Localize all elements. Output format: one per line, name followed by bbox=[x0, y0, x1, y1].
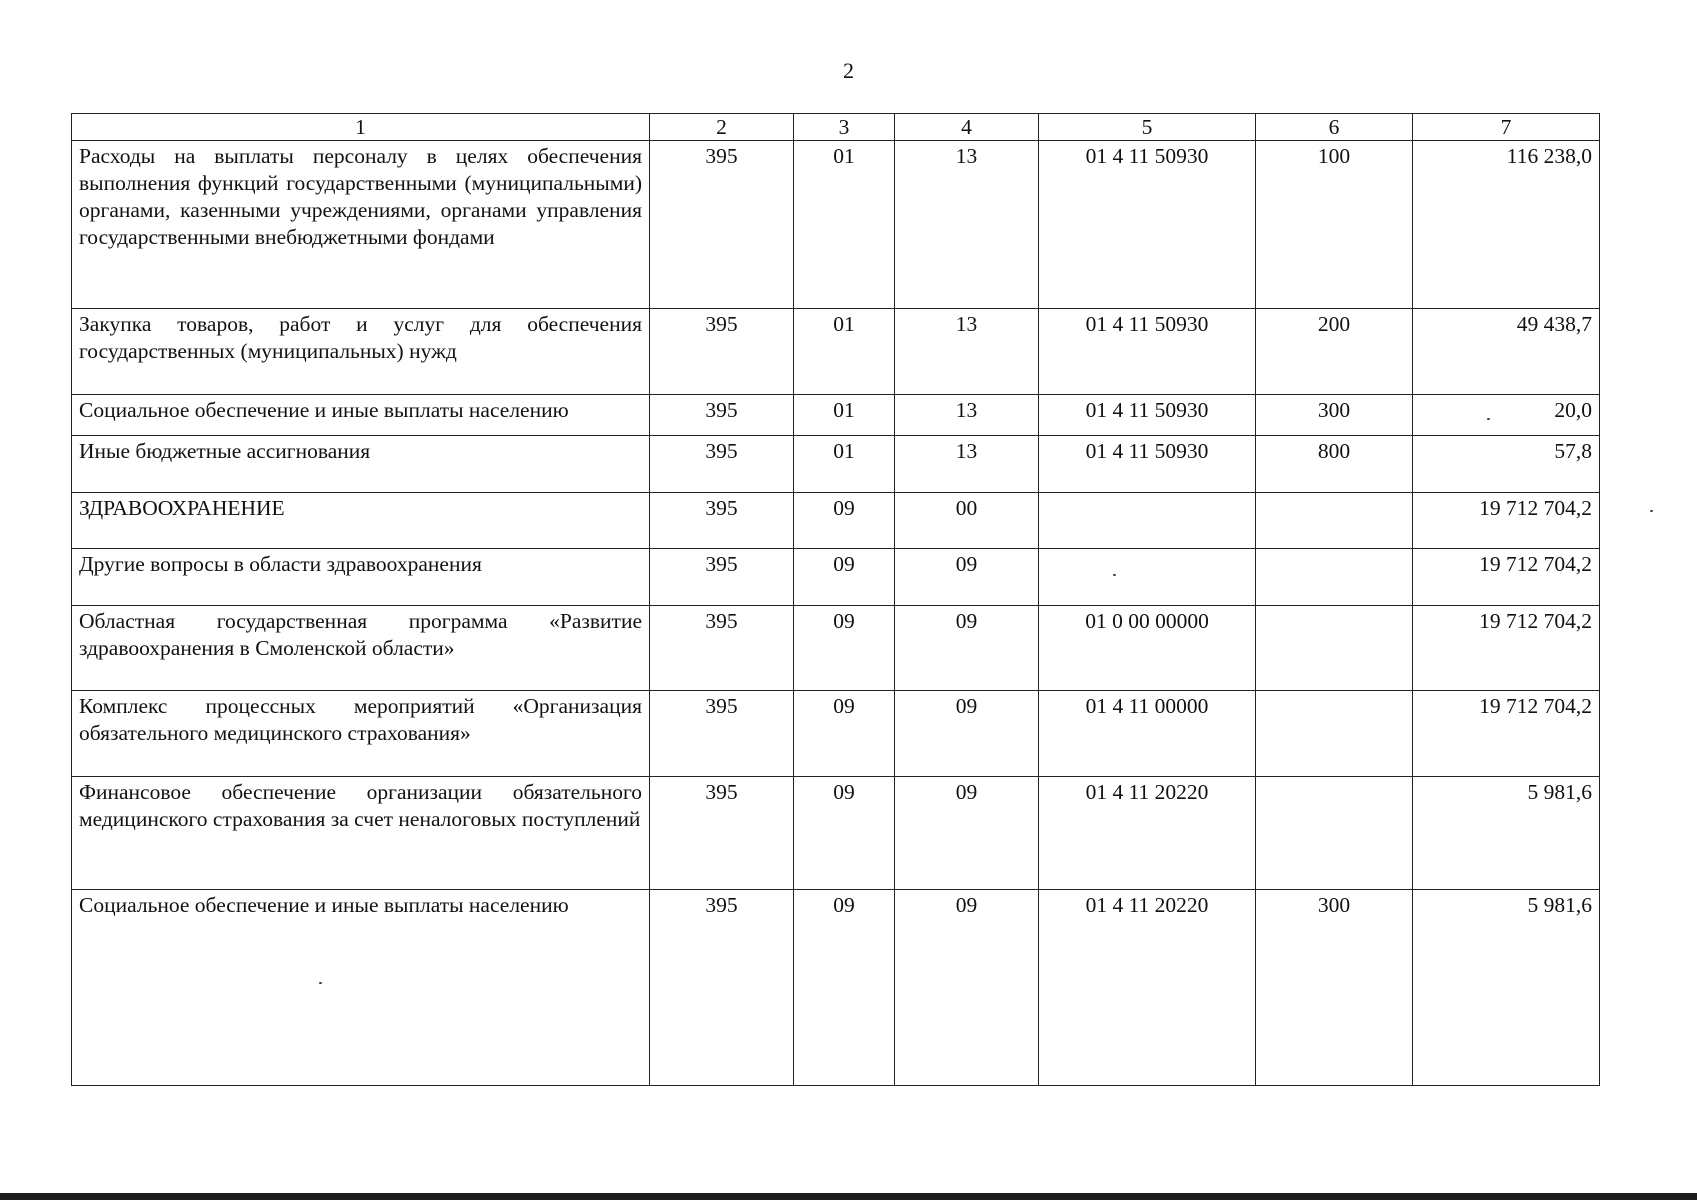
cell-target-article: 01 4 11 50930 bbox=[1039, 436, 1256, 493]
cell-section: 09 bbox=[794, 549, 895, 606]
table-row bbox=[72, 395, 1600, 436]
cell-amount: 57,8 bbox=[1413, 436, 1600, 493]
cell-target-article bbox=[1039, 549, 1256, 606]
cell-subsection: 09 bbox=[895, 777, 1039, 890]
cell-ministry: 395 bbox=[650, 436, 794, 493]
cell-ministry: 395 bbox=[650, 493, 794, 549]
cell-expense-type bbox=[1256, 493, 1413, 549]
cell-ministry: 395 bbox=[650, 890, 794, 1086]
cell-expense-type: 300 bbox=[1256, 890, 1413, 1086]
table-row bbox=[72, 436, 1600, 493]
cell-target-article: 01 4 11 50930 bbox=[1039, 309, 1256, 395]
cell-section: 01 bbox=[794, 141, 895, 309]
cell-expense-type: 200 bbox=[1256, 309, 1413, 395]
cell-subsection: 09 bbox=[895, 549, 1039, 606]
row-name: Социальное обеспечение и иные выплаты населению bbox=[72, 890, 650, 1086]
cell-section: 09 bbox=[794, 890, 895, 1086]
cell-ministry: 395 bbox=[650, 549, 794, 606]
cell-ministry: 395 bbox=[650, 395, 794, 436]
table-row bbox=[72, 777, 1600, 890]
cell-amount: 19 712 704,2 bbox=[1413, 691, 1600, 777]
cell-expense-type bbox=[1256, 691, 1413, 777]
budget-table bbox=[71, 113, 1600, 1086]
table-row bbox=[72, 691, 1600, 777]
cell-subsection: 13 bbox=[895, 436, 1039, 493]
cell-section: 09 bbox=[794, 777, 895, 890]
cell-target-article: 01 4 11 20220 bbox=[1039, 777, 1256, 890]
cell-target-article: 01 4 11 50930 bbox=[1039, 141, 1256, 309]
cell-expense-type: 800 bbox=[1256, 436, 1413, 493]
column-header: 1 bbox=[72, 114, 650, 141]
row-name: Социальное обеспечение и иные выплаты населению bbox=[72, 395, 650, 436]
cell-subsection: 00 bbox=[895, 493, 1039, 549]
cell-ministry: 395 bbox=[650, 309, 794, 395]
cell-expense-type: 100 bbox=[1256, 141, 1413, 309]
cell-subsection: 13 bbox=[895, 309, 1039, 395]
column-header: 4 bbox=[895, 114, 1039, 141]
cell-amount: 5 981,6 bbox=[1413, 777, 1600, 890]
row-name: Комплекс процессных мероприятий «Организация обязательного медицинского страхования» bbox=[72, 691, 650, 777]
cell-subsection: 09 bbox=[895, 606, 1039, 691]
page-number: 2 bbox=[843, 58, 854, 83]
row-name: Расходы на выплаты персоналу в целях обеспечения выполнения функций государственными (муниципальными) органами, казенными учреждениями, органами управления государственными внебюджетными фондами bbox=[72, 141, 650, 309]
scan-speck bbox=[319, 982, 322, 984]
cell-amount: 49 438,7 bbox=[1413, 309, 1600, 395]
cell-section: 01 bbox=[794, 395, 895, 436]
cell-target-article: 01 4 11 00000 bbox=[1039, 691, 1256, 777]
column-header: 5 bbox=[1039, 114, 1256, 141]
row-name: ЗДРАВООХРАНЕНИЕ bbox=[72, 493, 650, 549]
row-name: Областная государственная программа «Развитие здравоохранения в Смоленской области» bbox=[72, 606, 650, 691]
cell-section: 09 bbox=[794, 606, 895, 691]
cell-section: 09 bbox=[794, 493, 895, 549]
cell-amount: 19 712 704,2 bbox=[1413, 549, 1600, 606]
table-row bbox=[72, 309, 1600, 395]
cell-target-article bbox=[1039, 493, 1256, 549]
cell-expense-type: 300 bbox=[1256, 395, 1413, 436]
table-row bbox=[72, 141, 1600, 309]
header-row bbox=[72, 114, 1600, 141]
column-header: 7 bbox=[1413, 114, 1600, 141]
cell-amount: 20,0 bbox=[1413, 395, 1600, 436]
row-name: Иные бюджетные ассигнования bbox=[72, 436, 650, 493]
scan-edge-strip bbox=[0, 1193, 1697, 1200]
cell-section: 09 bbox=[794, 691, 895, 777]
cell-ministry: 395 bbox=[650, 691, 794, 777]
scan-speck bbox=[1650, 510, 1653, 512]
cell-subsection: 13 bbox=[895, 395, 1039, 436]
cell-target-article: 01 0 00 00000 bbox=[1039, 606, 1256, 691]
row-name: Другие вопросы в области здравоохранения bbox=[72, 549, 650, 606]
table-row bbox=[72, 493, 1600, 549]
cell-subsection: 09 bbox=[895, 890, 1039, 1086]
row-name: Закупка товаров, работ и услуг для обеспечения государственных (муниципальных) нужд bbox=[72, 309, 650, 395]
table-row bbox=[72, 890, 1600, 1086]
cell-section: 01 bbox=[794, 309, 895, 395]
cell-ministry: 395 bbox=[650, 606, 794, 691]
cell-subsection: 13 bbox=[895, 141, 1039, 309]
cell-expense-type bbox=[1256, 606, 1413, 691]
row-name: Финансовое обеспечение организации обязательного медицинского страхования за счет неналоговых поступлений bbox=[72, 777, 650, 890]
scan-speck bbox=[1113, 574, 1116, 576]
column-header: 2 bbox=[650, 114, 794, 141]
scan-speck bbox=[1487, 418, 1490, 420]
cell-subsection: 09 bbox=[895, 691, 1039, 777]
cell-target-article: 01 4 11 50930 bbox=[1039, 395, 1256, 436]
cell-expense-type bbox=[1256, 549, 1413, 606]
cell-section: 01 bbox=[794, 436, 895, 493]
cell-amount: 19 712 704,2 bbox=[1413, 606, 1600, 691]
column-header: 3 bbox=[794, 114, 895, 141]
table-row bbox=[72, 549, 1600, 606]
cell-expense-type bbox=[1256, 777, 1413, 890]
table-row bbox=[72, 606, 1600, 691]
cell-ministry: 395 bbox=[650, 141, 794, 309]
cell-ministry: 395 bbox=[650, 777, 794, 890]
column-header: 6 bbox=[1256, 114, 1413, 141]
cell-amount: 116 238,0 bbox=[1413, 141, 1600, 309]
cell-amount: 5 981,6 bbox=[1413, 890, 1600, 1086]
cell-target-article: 01 4 11 20220 bbox=[1039, 890, 1256, 1086]
cell-amount: 19 712 704,2 bbox=[1413, 493, 1600, 549]
